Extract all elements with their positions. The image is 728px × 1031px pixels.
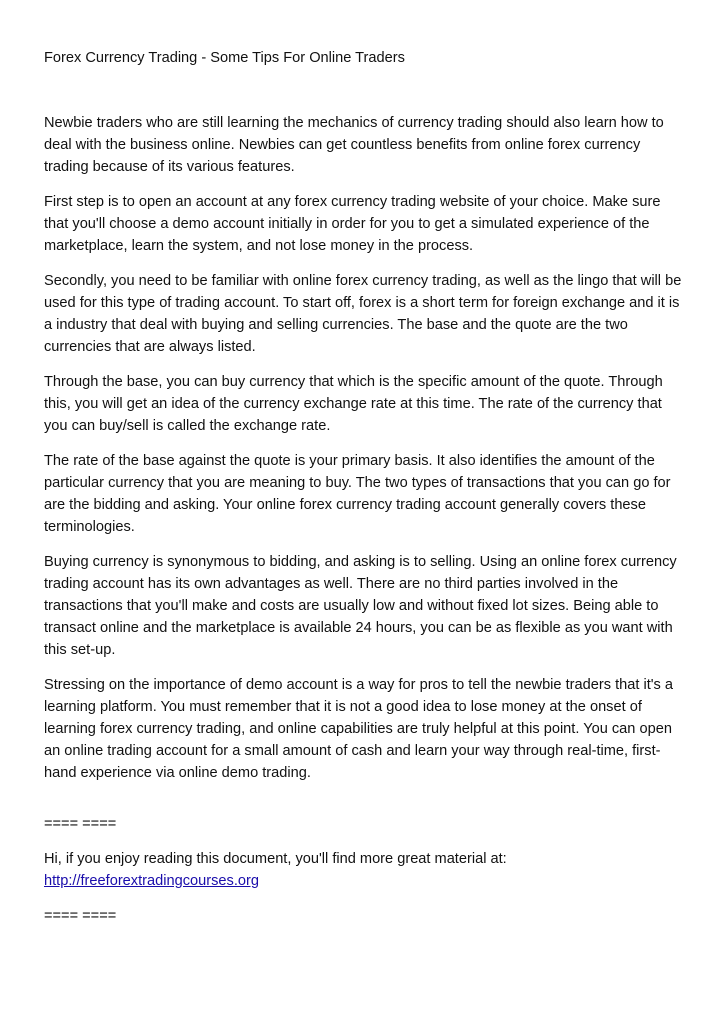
footer-block [44,848,684,892]
document-title: Forex Currency Trading - Some Tips For Online Traders [44,50,405,66]
paragraph-2: First step is to open an account at any forex currency trading website of your choice. Make sure that you'll choose a demo account initially in order for you to get a simulated experience of the marketplace, learn the system, and not lose money in the process. [44,194,661,254]
document-body [44,112,684,784]
paragraph-7: Stressing on the importance of demo account is a way for pros to tell the newbie traders that it's a learning platform. You must remember that it is not a good idea to lose money at the onset of learning forex currency trading, and online capabilities are truly helpful at this point. You can open an online trading account for a small amount of cash and learn your way through real-time, first-hand experience via online demo trading. [44,677,674,781]
footer-link[interactable]: http://freeforextradingcourses.org [44,873,259,889]
paragraph-3: Secondly, you need to be familiar with online forex currency trading, as well as the lingo that will be used for this type of trading account. To start off, forex is a short term for foreign exchange and it is a industry that deal with buying and selling currencies. The base and the quote are the two currencies that are always listed. [44,273,682,355]
paragraph-4: Through the base, you can buy currency that which is the specific amount of the quote. Through this, you will get an idea of the currency exchange rate at this time. The rate of the currency that you can buy/sell is called the exchange rate. [44,374,663,434]
paragraph-5: The rate of the base against the quote is your primary basis. It also identifies the amount of the particular currency that you are meaning to buy. The two types of transactions that you can go for are the bidding and asking. Your online forex currency trading account generally covers these terminologies. [44,453,671,535]
separator-bottom: ==== ==== [44,908,117,924]
footer-text: Hi, if you enjoy reading this document, you'll find more great material at: [44,851,507,867]
paragraph-1: Newbie traders who are still learning the mechanics of currency trading should also learn how to deal with the business online. Newbies can get countless benefits from online forex currency trading because of its various features. [44,115,664,175]
paragraph-6: Buying currency is synonymous to bidding, and asking is to selling. Using an online forex currency trading account has its own advantages as well. There are no third parties involved in the transactions that you'll make and costs are usually low and without fixed lot sizes. Being able to transact online and the marketplace is available 24 hours, you can be as flexible as you want with this set-up. [44,554,677,658]
separator-top: ==== ==== [44,816,117,832]
